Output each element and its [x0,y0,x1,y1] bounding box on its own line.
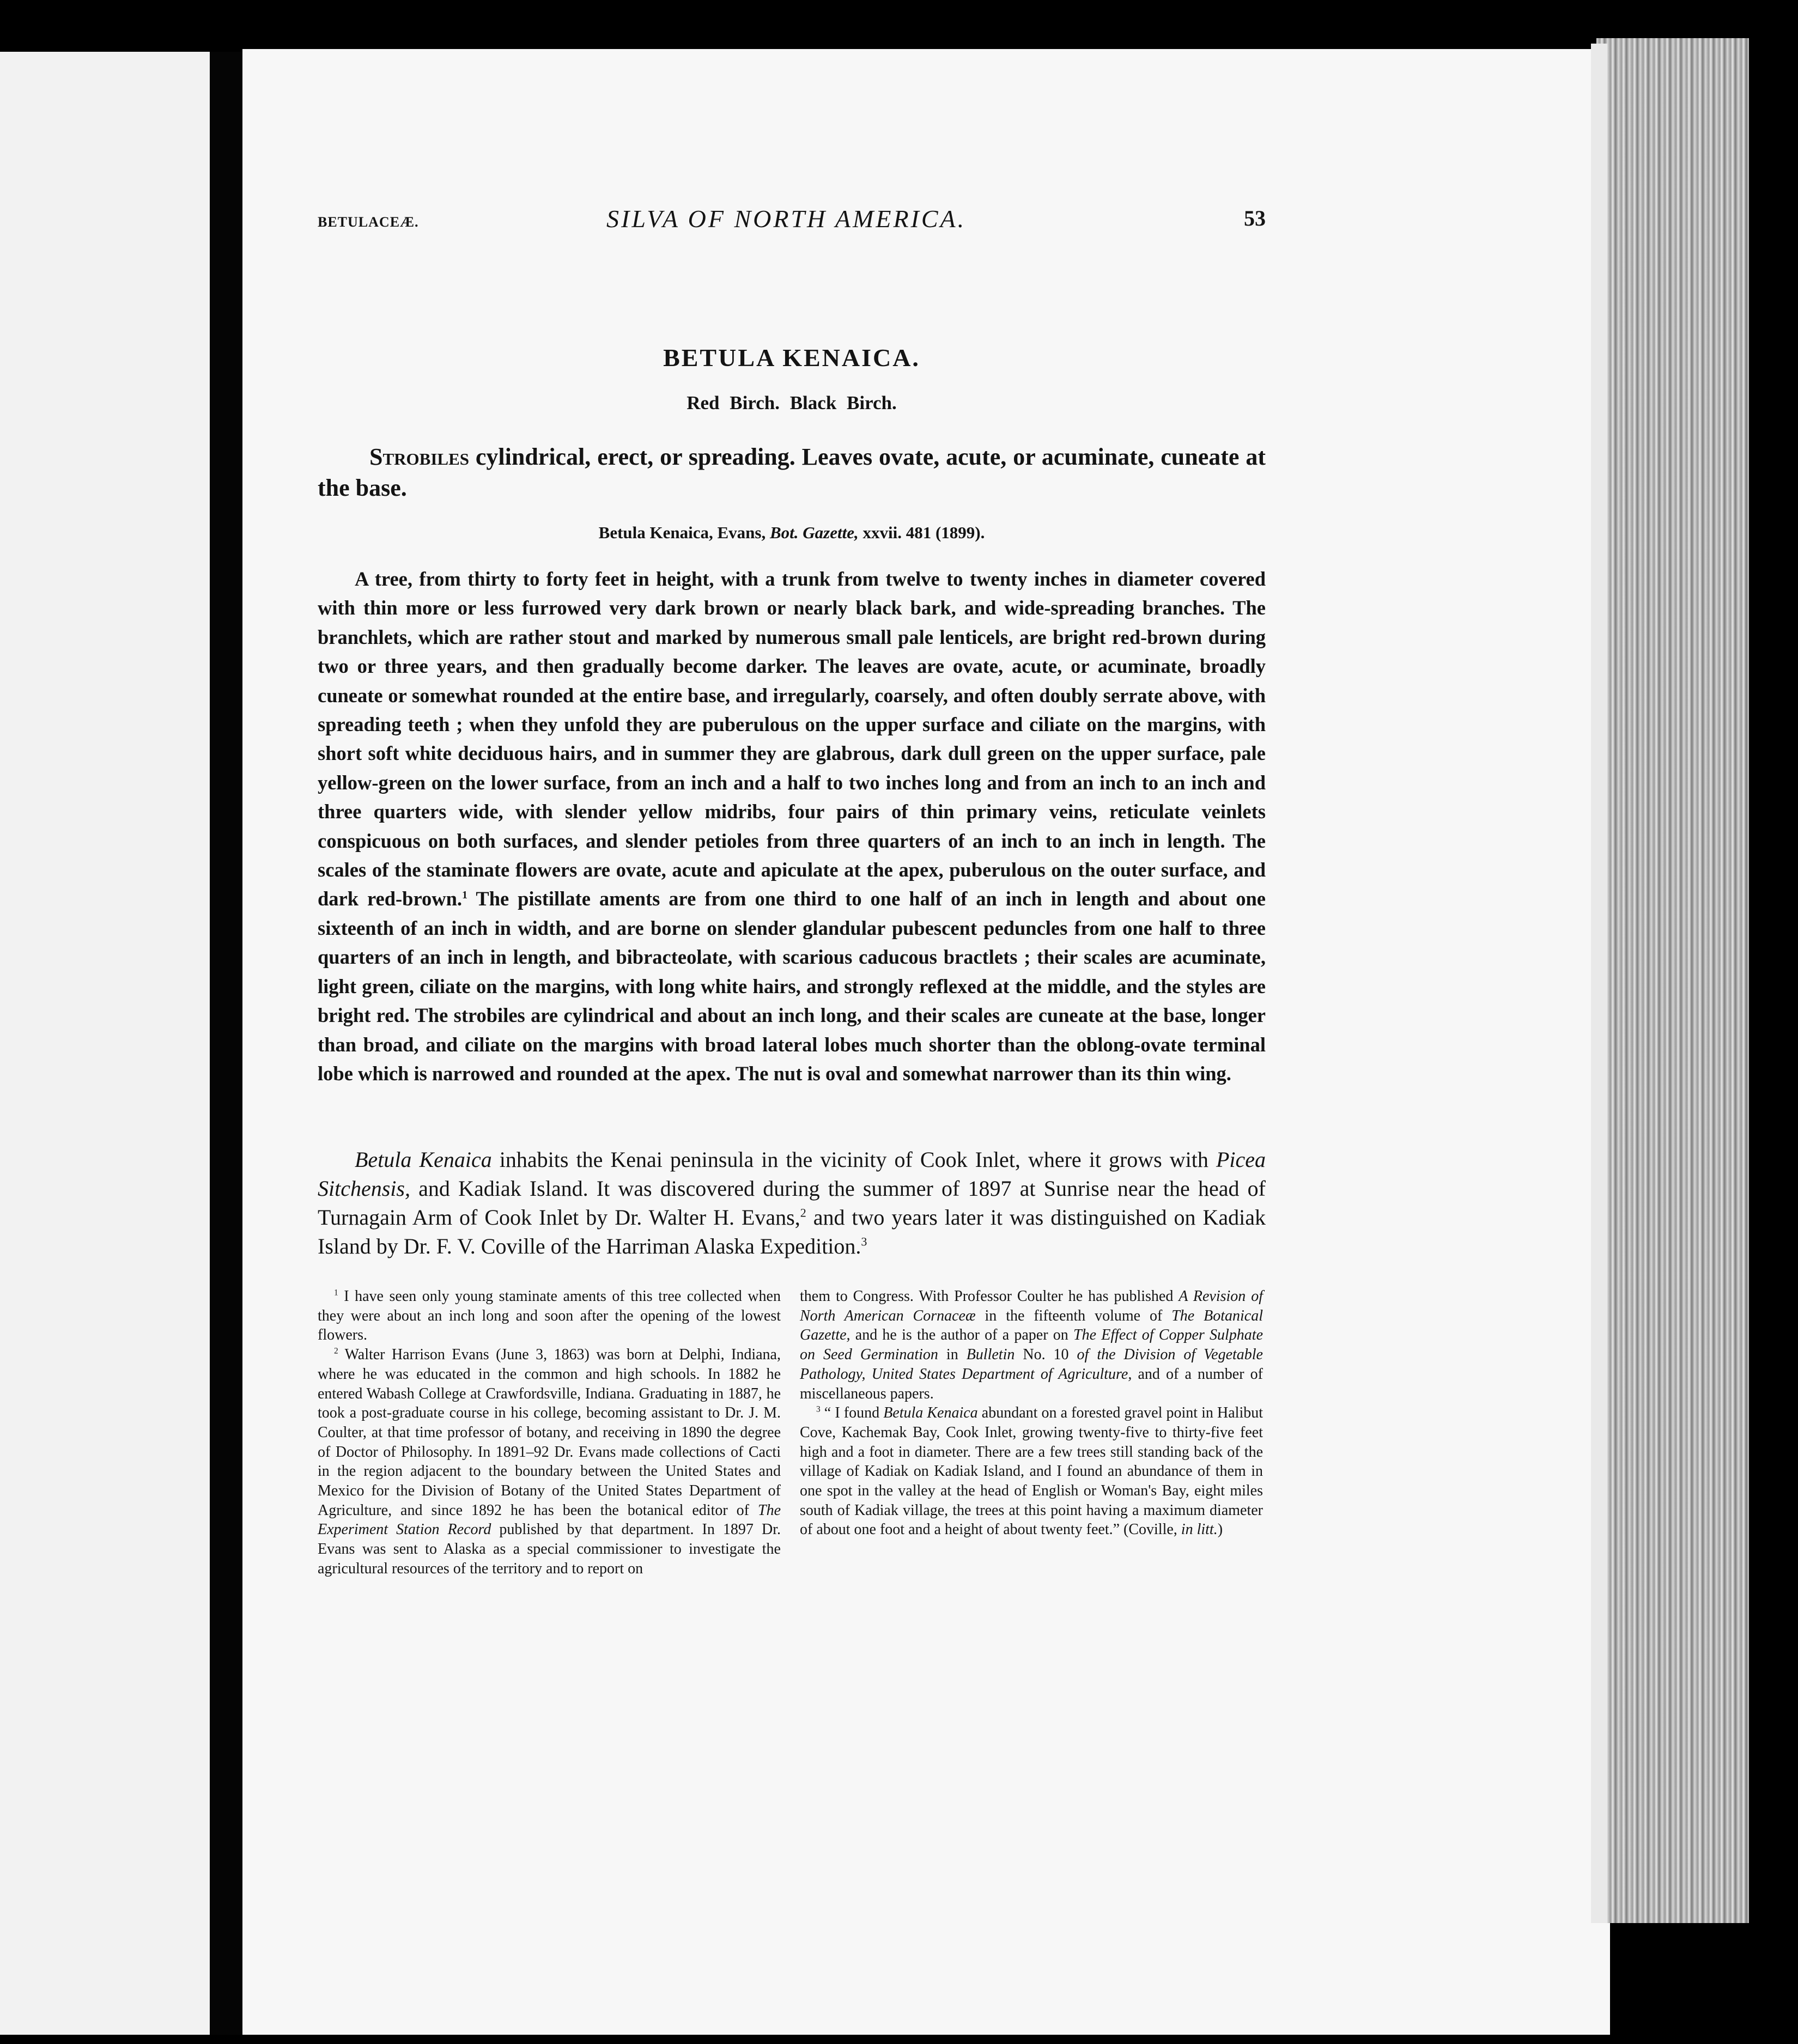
footnote-ref-2[interactable]: 2 [800,1206,806,1220]
footnote-1-text: I have seen only young staminate aments of this tree collected when they were about an inch long and soon after the opening of the lowest flowers. [318,1288,781,1344]
habitat-text2: and Kadiak Island. It was discovered during the summer of 1897 at Sunrise near the head of Turnagain Arm of Cook Inlet by Dr. Walter H. Evans, [318,1176,1266,1230]
footnote-2-cont2: in the fifteenth volume of [975,1307,1172,1324]
habitat-species: Betula Kenaica [355,1147,492,1172]
habitat-paragraph [318,1145,1266,1261]
diagnosis-text: cylindrical, erect, or spreading. Leaves ovate, acute, or acuminate, cuneate at the base. [318,443,1266,501]
habitat-picea: Picea Sitchensis, [318,1147,1266,1201]
description-part1: A tree, from thirty to forty feet in height, with a trunk from twelve to twenty inches in diameter covered with thin more or less furrowed very dark brown or nearly black bark, and wide-spreading branches. The branchlets, which are rather stout and marked by numerous small pale lenticels, are bright red-brown during two or three years, and then gradually become darker. The leaves are ovate, acute, or acuminate, broadly cuneate or somewhat rounded at the entire base, and irregularly, coarsely, and often doubly serrate above, with spreading teeth ; when they unfold they are puberulous on the upper surface and ciliate on the margins, with short soft white deciduous hairs, and in summer they are glabrous, dark dull green on the upper surface, pale yellow-green on the lower surface, from an inch and a half to two inches long and from an inch to an inch and three quarters wide, with slender yellow midribs, four pairs of thin primary veins, reticulate veinlets conspicuous on both surfaces, and slender petioles from three quarters of an inch to an inch in length. The scales of the staminate flowers are ovate, acute and apiculate at the apex, puberulous on the outer surface, and dark red-brown. [318,568,1266,910]
citation-ref: xxvii. 481 (1899). [862,523,985,542]
footnote-2-paper: The Effect of Copper Sulphate on Seed Germination [800,1327,1264,1364]
citation-journal: Bot. Gazette, [769,523,859,542]
footnotes [318,1287,1266,1625]
footnote-2-gazette: The Botanical Gazette, [800,1307,1263,1344]
footnote-1 [318,1287,781,1345]
footnote-2 [318,1345,781,1578]
footnote-3-text1: “ I found [820,1404,884,1422]
header-family: BETULACEÆ. [318,214,419,230]
footnote-ref-3[interactable]: 3 [861,1234,867,1249]
footnote-2-cont1: them to Congress. With Professor Coulter he has published [800,1288,1179,1305]
header-book-title: SILVA OF NORTH AMERICA. [606,205,967,233]
common-names: Red Birch. Black Birch. [687,392,897,413]
footnote-3-text3: ) [1217,1521,1223,1538]
footnote-2-cont6: and of a number of miscellaneous papers. [800,1365,1263,1402]
species-title: BETULA KENAICA. [663,344,920,372]
habitat-text3: and two years later it was distinguished on Kadiak Island by Dr. F. V. Coville of the Harriman Alaska Expedition. [318,1205,1266,1258]
footnote-1-mark: 1 [334,1288,338,1298]
footnote-2-cont5: No. 10 [1015,1346,1077,1364]
footnote-3 [800,1403,1263,1540]
habitat-text1: inhabits the Kenai peninsula in the vicinity of Cook Inlet, where it grows with [491,1147,1216,1172]
running-header [318,204,1266,242]
diagnosis-lead: Strobiles [369,443,469,470]
footnote-2-mark: 2 [334,1346,338,1356]
footnote-2-text2: published by that department. In 1897 Dr. Evans was sent to Alaska as a special commissioner to investigate the agricultural resources of the territory and to report on [318,1521,781,1577]
citation [318,523,1266,543]
footnote-3-text2: abundant on a forested gravel point in Halibut Cove, Kachemak Bay, Cook Inlet, growing twenty-five to thirty-five feet high and a foot in diameter. There are a few trees still standing back of the village of Kadiak on Kadiak Island, and I found an abundance of them in one spot in the valley at the head of English or Woman's Bay, eight miles south of Kadiak village, the trees at this point having a maximum diameter of about one foot and a height of about twenty feet.” (Coville, [800,1404,1264,1538]
footnote-ref-1[interactable]: 1 [462,889,468,902]
footnote-2-bulletin: Bulletin [966,1346,1015,1364]
footnote-3-mark: 3 [816,1404,821,1414]
citation-name: Betula Kenaica, Evans, [598,523,766,542]
description-part2: The pistillate aments are from one third to one half of an inch in length and about one sixteenth of an inch in width, and are borne on slender glandular pubescent peduncles from one half to three quarters of an inch in length, and bibracteolate, with scarious caducous bractlets ; their scales are acuminate, light green, ciliate on the margins, with long white hairs, and strongly reflexed at the middle, and the styles are bright red. The strobiles are cylindrical and about an inch long, and their scales are cuneate at the base, longer than broad, and ciliate on the margins with broad lateral lobes much shorter than the oblong-ovate terminal lobe which is narrowed and rounded at the apex. The nut is oval and somewhat narrower than its thin wing. [318,887,1266,1085]
footnote-2-cont4: in [938,1346,967,1364]
description-paragraph [318,564,1266,1088]
diagnosis [318,441,1266,503]
footnote-3-species: Betula Kenaica [883,1404,978,1422]
footnotes-right-column [800,1287,1263,1540]
footnote-3-inlitt: in litt. [1181,1521,1218,1538]
page-edge-shadow [1591,44,1607,1923]
footnote-2-continued [800,1287,1263,1403]
footnote-2-cont3: and he is the author of a paper on [850,1327,1074,1344]
footnote-2-text1: Walter Harrison Evans (June 3, 1863) was born at Delphi, Indiana, where he was educated in the common and high schools. In 1882 he entered Wabash College at Crawfordsville, Indiana. Graduating in 1887, he took a post-graduate course in his college, becoming assistant to Dr. J. M. Coulter, at that time professor of botany, and receiving in 1890 the degree of Doctor of Philosophy. In 1891–92 Dr. Evans made collections of Cacti in the region adjacent to the boundary between the United States and Mexico for the Division of Botany of the United States Department of Agriculture, and since 1892 he has been the botanical editor of [318,1346,781,1519]
footnotes-left-column [318,1287,781,1579]
book-gutter [210,52,242,2035]
footnote-2-revision: A Revision of North American Cornaceæ [800,1288,1264,1324]
page-number: 53 [1244,206,1266,230]
footnote-2-division: of the Division of Vegetable Pathology, United States Department of Agriculture, [800,1346,1263,1383]
page-edges [1596,38,1749,1923]
facing-page [0,52,210,2035]
footnote-2-record: The Experiment Station Record [318,1501,781,1538]
